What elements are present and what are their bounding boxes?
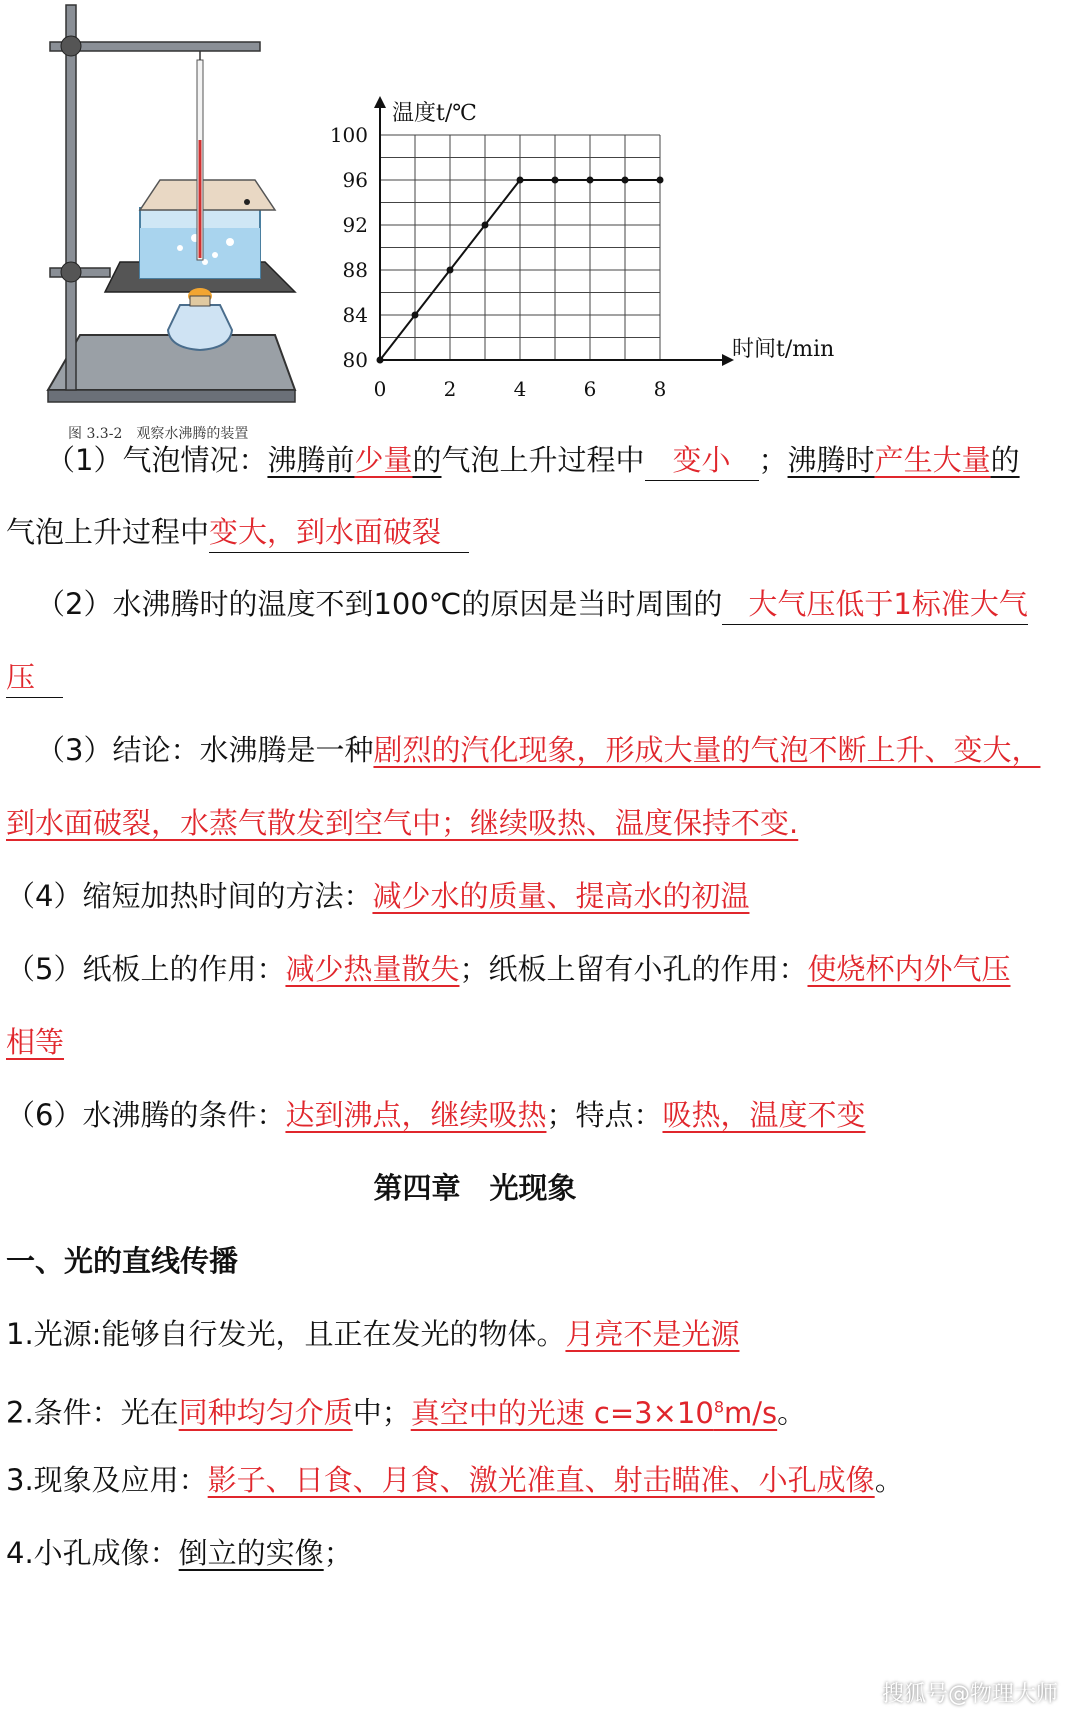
line-8: （5）纸板上的作用：减少热量散失；纸板上留有小孔的作用：使烧杯内外气压 — [6, 952, 1011, 986]
y-tick-label: 92 — [342, 213, 368, 237]
line-5: （3）结论：水沸腾是一种剧烈的汽化现象，形成大量的气泡不断上升、变大， — [36, 733, 1041, 767]
x-tick-label: 8 — [653, 377, 667, 401]
x-tick-label: 4 — [513, 377, 527, 401]
y-tick-label: 88 — [342, 258, 368, 282]
x-tick-label: 6 — [583, 377, 597, 401]
y-tick-label: 100 — [330, 123, 368, 147]
stand-base — [48, 335, 295, 390]
temperature-time-chart — [330, 90, 850, 450]
figure-caption: 图 3.3-2 观察水沸腾的装置 — [68, 426, 249, 442]
boiling-apparatus-figure — [40, 0, 300, 420]
data-point — [622, 177, 629, 184]
data-point — [587, 177, 594, 184]
section-heading: 一、光的直线传播 — [6, 1244, 239, 1278]
watermark: 搜狐号@物理大师 — [881, 1682, 1058, 1707]
cardboard — [140, 180, 275, 210]
y-tick-label: 84 — [342, 303, 368, 327]
line-9: 相等 — [6, 1025, 65, 1059]
line-3: （2）水沸腾时的温度不到100℃的原因是当时周围的 大气压低于1标准大气 — [0, 584, 1080, 625]
line-6: 到水面破裂，水蒸气散发到空气中；继续吸热、温度保持不变. — [6, 806, 799, 840]
alcohol-lamp — [168, 305, 232, 350]
line-1: （1）气泡情况：沸腾前少量的气泡上升过程中 变小 ；沸腾时产生大量的 — [0, 440, 1080, 481]
line-11: 1.光源:能够自行发光，且正在发光的物体。月亮不是光源 — [6, 1317, 740, 1351]
line-7: （4）缩短加热时间的方法：减少水的质量、提高水的初温 — [6, 879, 750, 913]
x-tick-label: 0 — [373, 377, 387, 401]
line-14: 4.小孔成像：倒立的实像； — [6, 1536, 353, 1570]
data-point — [517, 177, 524, 184]
chart-axes — [374, 96, 734, 366]
data-point — [552, 177, 559, 184]
stand-rod — [66, 5, 76, 390]
data-point — [482, 222, 489, 229]
line-4: 压 — [0, 657, 1080, 698]
y-axis-arrow — [374, 96, 386, 108]
line-13: 3.现象及应用：影子、日食、月食、激光准直、射击瞄准、小孔成像。 — [6, 1463, 904, 1497]
data-point — [377, 357, 384, 364]
data-point — [657, 177, 664, 184]
y-tick-label: 96 — [342, 168, 368, 192]
x-axis-label: 时间t/min — [732, 337, 835, 362]
line-10: （6）水沸腾的条件：达到沸点，继续吸热；特点：吸热，温度不变 — [6, 1098, 866, 1132]
line-12: 2.条件：光在同种均匀介质中；真空中的光速 $c=3\times 10^8m/s$。 — [6, 1395, 807, 1430]
line-2: 气泡上升过程中变大，到水面破裂 — [0, 512, 1080, 553]
chart-grid — [380, 135, 660, 360]
chapter-heading: 第四章 光现象 — [373, 1171, 577, 1205]
data-point — [447, 267, 454, 274]
data-point — [412, 312, 419, 319]
x-tick-label: 2 — [443, 377, 457, 401]
y-axis-label: 温度t/℃ — [392, 101, 477, 126]
y-tick-label: 80 — [342, 348, 368, 372]
